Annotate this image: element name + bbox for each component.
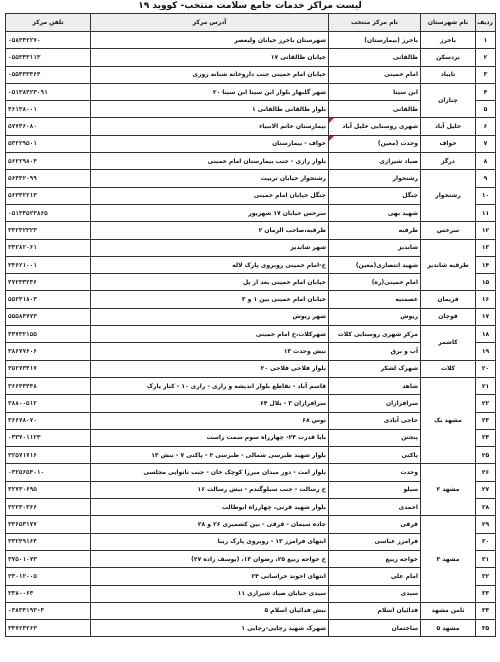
center-address: نبش فدائیان اسلام ۵ [91,602,329,619]
table-row [6,135,496,152]
center-phone: ۳۸۸۰۰۵۱۲ [6,395,91,412]
center-address: شهرک شهید رجایی-رجایی ۱ [91,620,329,637]
center-phone: ۳۴۲۴۲۳۲۳ [6,222,91,239]
row-index: ۲۶ [476,464,496,481]
center-address: بلوار شهید طبرسی شمالی - طبرسی ۲ - پاکتی ۷ - نبش ۱۳ [91,447,329,464]
row-index: ۱۲ [476,222,496,239]
table-row [6,222,496,239]
center-name: شاندیز [329,239,421,256]
center-phone: ۰۳۲۵۶۵۳۰۱۰ [6,464,91,481]
table-row [6,516,496,533]
center-address: خیابان طالقانی ۱۷ [91,49,329,66]
center-name: جنگل [329,187,421,204]
row-index: ۴ [476,83,496,100]
center-address: جنگل خیابان امام خمینی [91,187,329,204]
center-phone: ۳۲۲۳۰۳۶۶ [6,499,91,516]
center-phone: ۳۳۶۵۳۱۷۷ [6,516,91,533]
center-name: شهید انتصاری(معین) [329,256,421,273]
center-address: توس ۶۸ [91,412,329,429]
table-row [6,83,496,100]
page-title: لیست مراکز خدمات جامع سلامت منتخب- کووید ۱۹ [138,1,362,11]
center-address: سرخس خیابان ۱۷ شهریور [91,204,329,221]
center-phone: ۰۳۸۳۴۱۹۳-۴ [6,602,91,619]
table-row [6,360,496,377]
row-index: ۳۱ [476,550,496,567]
row-index: ۳۴ [476,602,496,619]
row-index: ۲۴ [476,429,496,446]
center-address: بلوار رازی - جنب بیمارستان امام خمینی [91,153,329,170]
table-row [6,239,496,256]
city-name: بردسکن [421,49,476,66]
header-city: نام شهرستان [421,14,476,32]
center-name: پنجتن [329,429,421,446]
row-index: ۱۹ [476,343,496,360]
center-name: وحدت (معین) [329,135,421,152]
row-index: ۳ [476,66,496,83]
city-name: کاشمر [421,326,476,361]
center-address: شهر گلبهار بلوار ابن سینا ابن سینا ۲۰ [91,83,329,100]
center-name: پاکتی [329,447,421,464]
city-name: رشتخوار [421,170,476,222]
header-index: ردیف [476,14,496,32]
center-name: احمدی [329,499,421,516]
center-name: سیلو [329,481,421,498]
center-address: شهرکلات،خ امام خمینی [91,326,329,343]
row-index: ۲۳ [476,412,496,429]
center-phone: ۰۵۵۳۴۳۱۱۳ [6,49,91,66]
center-name: امام علی [329,568,421,585]
center-phone: ۵۶۲۲۹۸۰۴ [6,153,91,170]
center-address: بیمارستان خاتم الانبیاء [91,118,329,135]
center-name: امام خمینی [329,66,421,83]
center-name: ساختمان [329,620,421,637]
row-index: ۲ [476,49,496,66]
center-name: طالقانی [329,49,421,66]
center-name: ابن سینا [329,83,421,100]
center-phone: ۴۶۱۳۸۰۰۱ [6,101,91,118]
row-index: ۷ [476,135,496,152]
table-row [6,291,496,308]
center-phone: ۳۳۲۴۹۱۶۴ [6,533,91,550]
center-phone: ۰۳۳۷۰۱۱۲۳ [6,429,91,446]
center-phone: ۰۵۱۳۸۴۲۳۰۹۱ [6,83,91,100]
center-phone: ۳۳۸۰۰۶۳ [6,585,91,602]
center-phone: ۰۵۸۳۴۲۲۷۰ [6,32,91,49]
center-address: نبش وحدت ۱۳ [91,343,329,360]
row-index: ۱۸ [476,326,496,343]
center-address: شهرستان باخرز خیابان ولیعصر [91,32,329,49]
center-name: طرقبه [329,222,421,239]
center-phone: ۳۴۶۲۱۰۰۱ [6,256,91,273]
row-index: ۱۴ [476,256,496,273]
table-row [6,620,496,637]
center-address: بابا قدرت ۲۴- چهارراه سوم سمت راست [91,429,329,446]
table-row [6,308,496,325]
center-address: بلوار امت - دور میدان میرزا کوچک خان - جنب نانوایی مجلسی [91,464,329,481]
row-index: ۲۰ [476,360,496,377]
center-phone: ۳۴۰۱۲۰۰۵ [6,568,91,585]
table-body [6,32,496,637]
row-index: ۶ [476,118,496,135]
center-address: خ رسالت - جنب سیلوگندم - نبش رسالت ۱۶ [91,481,329,498]
row-index: ۳۵ [476,620,496,637]
table-row [6,377,496,394]
center-phone: ۳۴۷۲۴۲۶۳ [6,620,91,637]
center-address: طرقبه،صاحب الزمان ۲ [91,222,329,239]
table-row [6,153,496,170]
row-index: ۱۳ [476,239,496,256]
center-address: بلوار فلاحی فلاحی ۲۰ [91,360,329,377]
city-name: چناران [421,83,476,118]
center-name: شهری روستایی خلیل آباد [329,118,421,135]
center-address: انتهای اخوند خراسانی ۲۴ [91,568,329,585]
center-phone: ۵۷۷۴۶۰۸۰ [6,118,91,135]
center-address: خیابان امام خمینی جنب داروخانه شبانه روزی [91,66,329,83]
row-index: ۱۵ [476,274,496,291]
table-row [6,326,496,343]
center-address: بلوار طالقانی طالقانی ۱ [91,101,329,118]
row-index: ۲۷ [476,481,496,498]
header-center: نام مرکز منتخب [329,14,421,32]
center-name: شهید بهی [329,204,421,221]
center-name: قرقی [329,516,421,533]
city-name: مشهد یک [421,377,476,463]
center-address: خ خواجه ربیع ۲۵، رضوان ۱۳، (یوسف زاده ۲۷) [91,550,329,567]
health-centers-table [5,13,496,637]
city-name: کلات [421,360,476,377]
center-phone: ۵۵۲۴۱۸۰۳ [6,291,91,308]
row-index: ۱۶ [476,291,496,308]
center-phone: ۵۴۲۲۹۵۰۱ [6,135,91,152]
city-name: مشهد ۵ [421,620,476,637]
city-name: قوچان [421,308,476,325]
row-index: ۱۱ [476,204,496,221]
center-address: بلوار شهید قرنی، چهارراه ابوطالب [91,499,329,516]
center-address: رشتخوار خیابان تربیت [91,170,329,187]
row-index: ۱۰ [476,187,496,204]
center-name: باخرز (بیمارستان) [329,32,421,49]
center-name: شهرک لشکر [329,360,421,377]
center-phone: ۳۲۵۷۱۷۱۶ [6,447,91,464]
row-index: ۳۲ [476,568,496,585]
row-index: ۲۲ [476,395,496,412]
table-header-row [6,14,496,32]
center-phone: ۳۶۶۴۴۴۴۸ [6,377,91,394]
table-row [6,602,496,619]
center-phone: ۳۴۲۸۲۰۶۱ [6,239,91,256]
center-name: مرکز شهری روستایی کلات [329,326,421,343]
center-address: خ-امام خمینی روبروی پارک لاله [91,256,329,273]
center-name: حاجی آبادی [329,412,421,429]
center-phone: ۵۵۵۸۴۷۷۳ [6,308,91,325]
table-row [6,49,496,66]
center-name: سرافرازان [329,395,421,412]
center-phone: ۴۷۲۳۳۲۴۶ [6,274,91,291]
center-address: سیدی خیابان صیاد شیرازی ۱۱ [91,585,329,602]
center-name: رشتخوار [329,170,421,187]
row-index: ۲۹ [476,516,496,533]
center-phone: ۵۶۴۴۲۰۹۹ [6,170,91,187]
center-name: صیاد شیرازی [329,153,421,170]
center-name: آب و برق [329,343,421,360]
header-address: آدرس مرکز [91,14,329,32]
center-phone: ۳۲۷۳۰۶۹۵ [6,481,91,498]
center-address: خواف - بیمارستان [91,135,329,152]
city-name: ثامن مشهد [421,602,476,619]
center-phone: ۴۴۷۳۲۱۵۵ [6,326,91,343]
center-name: وحدت [329,464,421,481]
row-index: ۲۵ [476,447,496,464]
city-name: درگز [421,153,476,170]
city-name: مشهد ۳ [421,516,476,602]
center-phone: ۳۷۵۰۱۰۷۳ [6,550,91,567]
center-name: عصمتیه [329,291,421,308]
table-row [6,32,496,49]
center-name: خواجه ربیع [329,550,421,567]
center-address: خیابان امام خمینی بین ۱ و ۳ [91,291,329,308]
center-phone: ۳۸۶۷۷۶۰۶ [6,343,91,360]
center-address: قاسم آباد - تقاطع بلوار اندیشه و رازی - رازی ۱۰ - کنار پارک [91,377,329,394]
table-row [6,66,496,83]
center-name: ریوش [329,308,421,325]
center-name: فرامرز عباسی [329,533,421,550]
center-name: شاهد [329,377,421,394]
row-index: ۹ [476,170,496,187]
city-name: خواف [421,135,476,152]
row-index: ۲۸ [476,499,496,516]
city-name: تایباد [421,66,476,83]
table-row [6,464,496,481]
center-address: سرافرازان ۳ - بلال ۶۴ [91,395,329,412]
center-address: انتهای فرامرز ۱۳ - روبروی پارک زیبا [91,533,329,550]
center-name: سیدی [329,585,421,602]
center-address: خیابان امام خمینی بعد از پل [91,274,329,291]
center-address: جاده سیمان - قرقی - بین کشمیری ۲۶ و ۲۸ [91,516,329,533]
row-index: ۸ [476,153,496,170]
city-name: خلیل آباد [421,118,476,135]
center-name: فدائیان اسلام [329,602,421,619]
row-index: ۳۰ [476,533,496,550]
center-name: امام خمینی(ره) [329,274,421,291]
center-address: شهر شاندیز [91,239,329,256]
center-phone: ۳۵۲۷۳۴۱۷ [6,360,91,377]
city-name: طرقبه شاندیز [421,239,476,291]
center-phone: ۰۵۵۴۴۳۴۶۴ [6,66,91,83]
city-name: سرخس [421,222,476,239]
center-address: شهر ریوش [91,308,329,325]
row-index: ۵ [476,101,496,118]
table-row [6,170,496,187]
center-phone: ۳۶۶۷۸۰۷۰ [6,412,91,429]
city-name: فریمان [421,291,476,308]
center-phone: ۰۵۱۳۴۵۲۳۸۶۵ [6,204,91,221]
table-row [6,118,496,135]
row-index: ۲۱ [476,377,496,394]
row-index: ۱۷ [476,308,496,325]
city-name: باخرز [421,32,476,49]
city-name: مشهد ۲ [421,464,476,516]
header-phone: تلفن مرکز [6,14,91,32]
row-index: ۳۳ [476,585,496,602]
row-index: ۱ [476,32,496,49]
center-phone: ۵۶۳۴۲۲۱۳ [6,187,91,204]
center-name: طالقانی [329,101,421,118]
